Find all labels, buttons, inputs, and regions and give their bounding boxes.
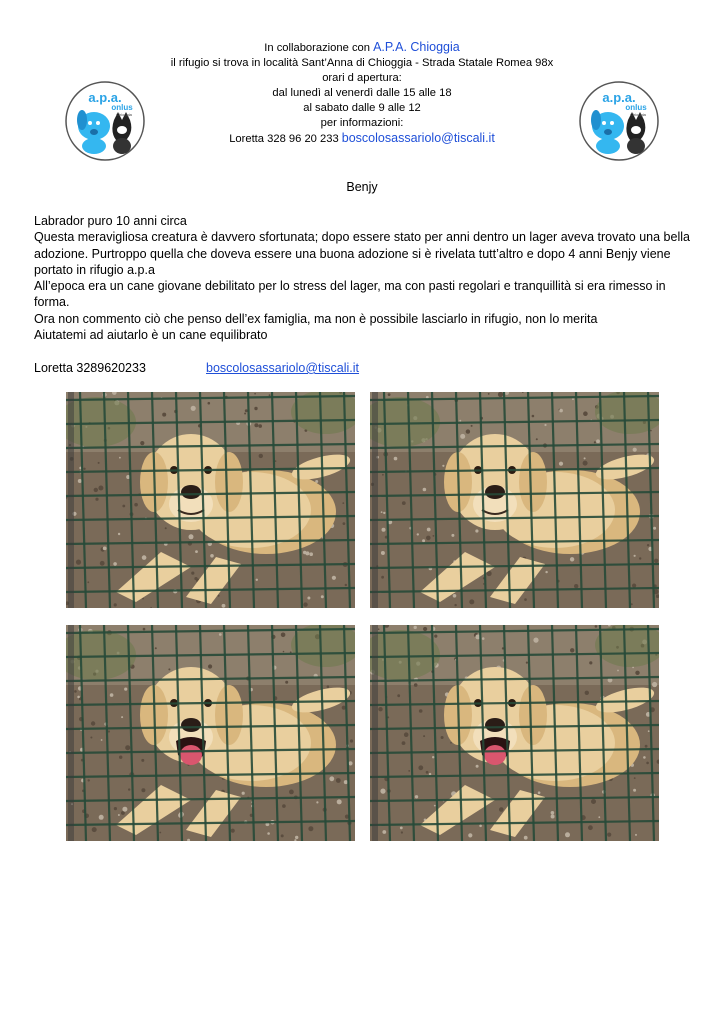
location-line: il rifugio si trova in località Sant’Anna di Chioggia - Strada Statale Romea 98x <box>170 57 554 69</box>
header-contact-line <box>150 131 574 147</box>
apa-chioggia-link[interactable]: A.P.A. Chioggia <box>373 40 460 54</box>
apa-logo-left <box>64 80 146 162</box>
apa-logo-right <box>578 80 660 162</box>
collab-line <box>150 40 574 56</box>
svg-text:a.p.a.: a.p.a. <box>602 90 636 105</box>
hours-title: orari d apertura: <box>322 72 402 84</box>
contact-name-phone: Loretta 3289620233 <box>34 361 146 375</box>
svg-text:Chioggia: Chioggia <box>630 112 646 117</box>
svg-text:onlus: onlus <box>625 103 647 112</box>
svg-text:Chioggia: Chioggia <box>116 112 132 117</box>
dog-photo-4 <box>370 625 659 841</box>
hours-saturday: al sabato dalle 9 alle 12 <box>303 102 421 114</box>
svg-text:a.p.a.: a.p.a. <box>88 90 122 105</box>
dog-photo-1 <box>66 392 355 608</box>
description-paragraph: Questa meravigliosa creatura è davvero sfortunata; dopo essere stato per anni dentro un lager aveva trovato una bella adozione. Purtroppo quella che doveva essere una buona adozione si è rivelata tutt’altro e dopo 4 anni Benjy viene portato in rifugio a.p.a <box>34 230 690 277</box>
description-paragraph: Ora non commento ciò che penso dell’ex famiglia, ma non è possibile lasciarlo in rifugio, non lo merita <box>34 311 598 326</box>
description-paragraph: Labrador puro 10 anni circa <box>34 214 187 228</box>
info-title: per informazioni: <box>320 117 404 129</box>
dog-photo-3 <box>66 625 355 841</box>
contact-email-link[interactable]: boscolosassariolo@tiscali.it <box>206 361 360 375</box>
hours-weekdays: dal lunedì al venerdì dalle 15 alle 18 <box>272 87 452 99</box>
contact-line <box>34 361 360 375</box>
dog-name: Benjy <box>346 180 378 194</box>
header-email-link[interactable]: boscolosassariolo@tiscali.it <box>341 131 495 145</box>
header-contact-phone: Loretta 328 96 20 233 <box>229 133 339 145</box>
header-info <box>150 40 574 147</box>
description-paragraph: Aiutatemi ad aiutarlo è un cane equilibrato <box>34 328 268 343</box>
svg-text:onlus: onlus <box>111 103 133 112</box>
dog-description <box>34 213 694 343</box>
dog-photo-2 <box>370 392 659 608</box>
description-paragraph: All’epoca era un cane giovane debilitato per lo stress del lager, ma con pasti regolari e tranquillità si era rimesso in forma. <box>34 279 666 310</box>
collab-prefix: In collaborazione con <box>264 42 370 54</box>
